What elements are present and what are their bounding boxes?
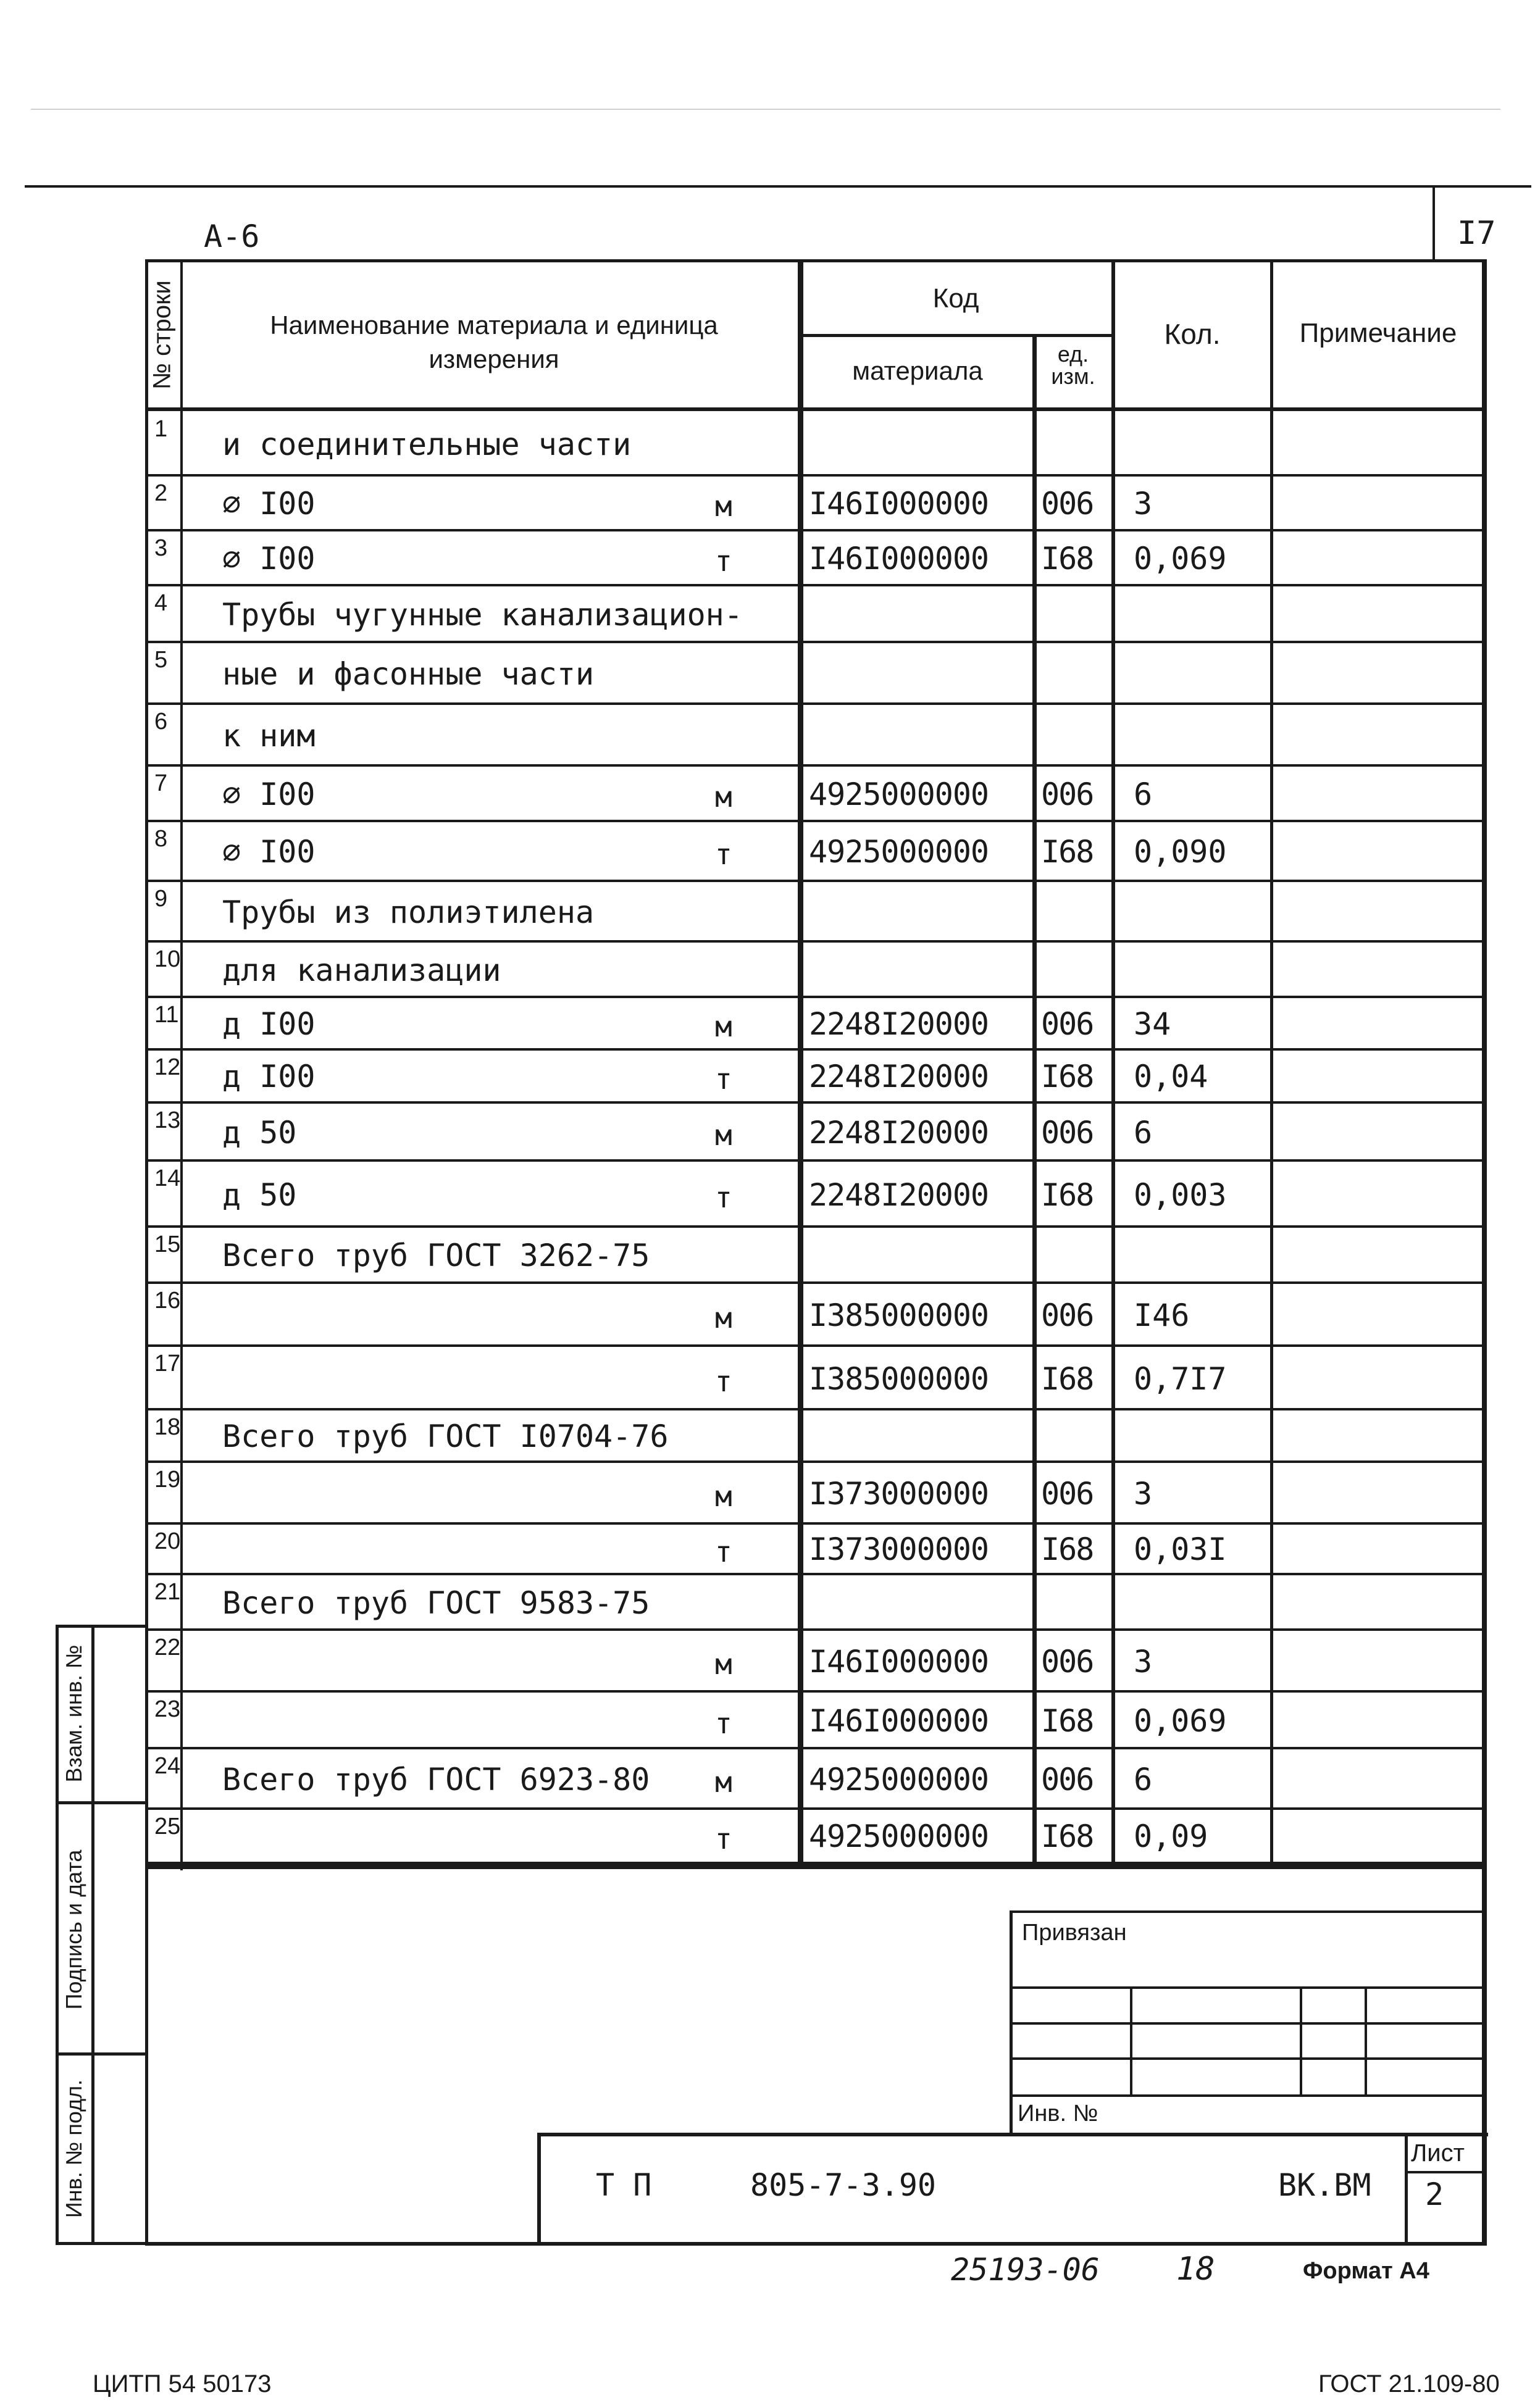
row-number: 18	[154, 1414, 181, 1440]
row-qty: 0,090	[1134, 834, 1227, 870]
row-divider	[145, 702, 1487, 705]
page-number: I7	[1457, 215, 1496, 252]
row-unit: м	[715, 1119, 732, 1152]
row-name: Всего труб ГОСТ 6923-80	[222, 1762, 650, 1798]
frame-bottom	[145, 2242, 1487, 2246]
row-qty: 6	[1134, 777, 1153, 812]
row-unit-code: 006	[1041, 1006, 1094, 1042]
title-tp: Т П	[596, 2167, 652, 2203]
row-unit-code: I68	[1041, 541, 1094, 577]
row-number: 16	[154, 1288, 181, 1314]
side-stamp-sep1	[56, 1801, 148, 1804]
row-material-code: 2248I20000	[809, 1059, 989, 1094]
row-name: Трубы чугунные канализацион-	[222, 597, 743, 633]
row-material-code: I373000000	[809, 1531, 989, 1567]
header-row-no: № строки	[148, 280, 176, 390]
side-label-podpis: Подпись и дата	[61, 1849, 86, 2010]
row-unit-code: 006	[1041, 777, 1094, 812]
frame-left-lower	[145, 1867, 148, 2245]
row-unit-code: I68	[1041, 1531, 1094, 1567]
row-unit-code: I68	[1041, 1059, 1094, 1094]
row-unit-code: I68	[1041, 1177, 1094, 1213]
row-number: 12	[154, 1054, 181, 1080]
row-number: 9	[154, 886, 168, 912]
row-material-code: 4925000000	[809, 834, 989, 870]
header-unit-code: ед. изм.	[1051, 341, 1095, 389]
row-number: 21	[154, 1579, 181, 1605]
row-unit: м	[715, 1010, 732, 1043]
row-qty: 3	[1134, 1476, 1153, 1512]
row-qty: 34	[1134, 1006, 1171, 1042]
row-divider	[145, 1807, 1487, 1810]
row-material-code: 2248I20000	[809, 1006, 989, 1042]
format-label: Формат А4	[1303, 2258, 1429, 2284]
header-note: Примечание	[1299, 318, 1457, 348]
row-unit: т	[715, 1062, 732, 1096]
row-unit-code: 006	[1041, 1298, 1094, 1333]
row-unit: т	[715, 544, 732, 578]
row-number: 3	[154, 535, 168, 561]
title-list-value: 2	[1425, 2177, 1444, 2212]
title-number: 805-7-3.90	[750, 2167, 937, 2203]
row-qty: 3	[1134, 486, 1153, 522]
top-rule	[25, 185, 1531, 188]
faint-top-marks	[31, 109, 1500, 110]
row-number: 10	[154, 946, 181, 972]
title-block-list-sep	[1405, 2171, 1487, 2173]
row-number: 14	[154, 1165, 181, 1191]
title-list-label: Лист	[1411, 2139, 1465, 2167]
row-divider	[145, 529, 1487, 531]
privyazan-line2	[1010, 2022, 1485, 2025]
row-unit: м	[715, 1480, 732, 1513]
row-qty: 0,7I7	[1134, 1361, 1227, 1397]
row-number: 17	[154, 1351, 181, 1377]
row-divider	[145, 1747, 1487, 1749]
row-divider	[145, 1048, 1487, 1051]
row-material-code: I46I000000	[809, 486, 989, 522]
side-stamp-left	[56, 1625, 59, 2245]
row-unit: т	[715, 838, 732, 871]
row-material-code: 2248I20000	[809, 1115, 989, 1151]
row-qty: 0,069	[1134, 541, 1227, 577]
header-name: Наименование материала и единица измерения	[270, 310, 718, 373]
side-stamp-top	[56, 1625, 148, 1628]
table-right-border	[1482, 259, 1487, 1867]
row-divider	[145, 1159, 1487, 1162]
row-material-code: I46I000000	[809, 1703, 989, 1739]
side-label-inv: Инв. № подл.	[61, 2079, 86, 2218]
title-code: ВК.ВМ	[1278, 2167, 1371, 2203]
row-number: 5	[154, 647, 168, 673]
page-number-box-left	[1433, 185, 1435, 259]
row-name: Всего труб ГОСТ 3262-75	[222, 1238, 650, 1273]
row-unit: т	[715, 1707, 732, 1740]
row-unit-code: I68	[1041, 1818, 1094, 1854]
row-qty: 0,03I	[1134, 1531, 1227, 1567]
row-material-code: 4925000000	[809, 1818, 989, 1854]
row-number: 8	[154, 826, 168, 852]
row-number: 23	[154, 1696, 181, 1722]
row-name: д I00	[222, 1059, 316, 1094]
row-name: д 50	[222, 1115, 297, 1151]
row-unit-code: 006	[1041, 1644, 1094, 1680]
row-name: д 50	[222, 1177, 297, 1213]
row-number: 11	[154, 1002, 179, 1028]
row-name: Всего труб ГОСТ 9583-75	[222, 1585, 650, 1621]
row-divider	[145, 584, 1487, 586]
row-unit-code: I68	[1041, 1361, 1094, 1397]
row-divider	[145, 1408, 1487, 1410]
col-sep-note	[1270, 259, 1273, 1864]
col-sep-qty	[1111, 259, 1115, 1864]
row-name: ⌀ I00	[222, 541, 316, 577]
row-name: к ним	[222, 718, 316, 754]
row-qty: 6	[1134, 1115, 1153, 1151]
row-unit: т	[715, 1535, 732, 1569]
row-number: 7	[154, 770, 168, 796]
row-divider	[145, 880, 1487, 882]
row-number: 2	[154, 480, 168, 506]
col-sep-name	[798, 259, 803, 1867]
row-number: 19	[154, 1467, 181, 1493]
row-unit: т	[715, 1181, 732, 1214]
row-qty: 6	[1134, 1762, 1153, 1798]
row-divider	[145, 764, 1487, 767]
row-material-code: I385000000	[809, 1298, 989, 1333]
footer-left: ЦИТП 54 50173	[93, 2370, 272, 2398]
row-unit-code: I68	[1041, 1703, 1094, 1739]
header-bottom	[145, 407, 1487, 411]
row-number: 24	[154, 1753, 181, 1779]
stamp-page: 18	[1176, 2251, 1215, 2288]
header-qty: Кол.	[1164, 318, 1221, 350]
row-name: ⌀ I00	[222, 486, 316, 522]
row-number: 6	[154, 709, 168, 735]
header-code-split	[800, 334, 1111, 337]
header-code: Код	[932, 283, 979, 314]
row-material-code: I385000000	[809, 1361, 989, 1397]
privyazan-top	[1010, 1910, 1485, 1913]
frame-right-lower	[1482, 1867, 1487, 2245]
row-unit: м	[715, 1648, 732, 1681]
row-qty: 0,069	[1134, 1703, 1227, 1739]
privyazan-line3	[1010, 2057, 1485, 2060]
row-unit: м	[715, 490, 732, 523]
row-divider	[145, 1573, 1487, 1575]
row-unit: м	[715, 1301, 732, 1335]
row-divider	[145, 940, 1487, 943]
row-unit-code: 006	[1041, 1476, 1094, 1512]
row-material-code: I46I000000	[809, 1644, 989, 1680]
row-divider	[145, 1862, 1487, 1864]
row-name: д I00	[222, 1006, 316, 1042]
row-number: 25	[154, 1814, 181, 1839]
row-unit-code: I68	[1041, 834, 1094, 870]
row-name: для канализации	[222, 952, 501, 988]
row-divider	[145, 1281, 1487, 1284]
row-material-code: 4925000000	[809, 1762, 989, 1798]
row-qty: 0,003	[1134, 1177, 1227, 1213]
privyazan-inv: Инв. №	[1018, 2101, 1098, 2127]
row-number: 20	[154, 1528, 181, 1554]
col-sep-ucode	[1032, 336, 1037, 1864]
row-number: 13	[154, 1107, 181, 1133]
footer-right: ГОСТ 21.109-80	[1318, 2370, 1500, 2398]
row-name: Всего труб ГОСТ I0704-76	[222, 1419, 669, 1454]
row-divider	[145, 1628, 1487, 1631]
row-divider	[145, 1101, 1487, 1104]
row-name: Трубы из полиэтилена	[222, 894, 595, 930]
row-divider	[145, 1460, 1487, 1463]
side-label-vzam: Взам. инв. №	[61, 1644, 86, 1783]
row-name: ные и фасонные части	[222, 656, 595, 692]
row-divider	[145, 1225, 1487, 1228]
privyazan-col1	[1130, 1986, 1132, 2096]
row-unit: м	[715, 780, 732, 814]
row-divider	[145, 641, 1487, 643]
row-number: 15	[154, 1231, 181, 1257]
row-divider	[145, 1344, 1487, 1347]
row-material-code: I373000000	[809, 1476, 989, 1512]
row-number: 4	[154, 590, 168, 616]
title-block-left	[537, 2133, 541, 2245]
side-stamp-mid	[91, 1625, 94, 2245]
row-qty: I46	[1134, 1298, 1190, 1333]
title-block-list-left	[1405, 2133, 1408, 2245]
row-divider	[145, 1522, 1487, 1525]
row-divider	[145, 1690, 1487, 1693]
row-divider	[145, 996, 1487, 998]
row-number: 22	[154, 1635, 181, 1660]
row-name: ⌀ I00	[222, 834, 316, 870]
row-qty: 0,04	[1134, 1059, 1208, 1094]
row-unit-code: 006	[1041, 1115, 1094, 1151]
row-number: 1	[154, 416, 168, 442]
privyazan-line1	[1010, 1986, 1485, 1989]
privyazan-col2	[1300, 1986, 1302, 2096]
row-qty: 3	[1134, 1644, 1153, 1680]
row-name: и соединительные части	[222, 427, 632, 462]
header-material: материала	[852, 356, 983, 385]
row-divider	[145, 474, 1487, 477]
row-material-code: I46I000000	[809, 541, 989, 577]
privyazan-title: Привязан	[1022, 1920, 1127, 1946]
row-unit: т	[715, 1365, 732, 1398]
row-material-code: 2248I20000	[809, 1177, 989, 1213]
row-material-code: 4925000000	[809, 777, 989, 812]
row-qty: 0,09	[1134, 1818, 1208, 1854]
privyazan-col3	[1365, 1986, 1367, 2096]
row-unit: т	[715, 1822, 732, 1856]
table-top-border	[145, 259, 1485, 262]
title-block-top	[537, 2133, 1488, 2136]
sheet-label: А-6	[204, 219, 260, 254]
row-unit: м	[715, 1765, 732, 1799]
row-divider	[145, 820, 1487, 822]
privyazan-line4	[1010, 2094, 1485, 2097]
stamp-number: 25193-06	[951, 2252, 1100, 2288]
row-name: ⌀ I00	[222, 777, 316, 812]
row-unit-code: 006	[1041, 486, 1094, 522]
row-unit-code: 006	[1041, 1762, 1094, 1798]
